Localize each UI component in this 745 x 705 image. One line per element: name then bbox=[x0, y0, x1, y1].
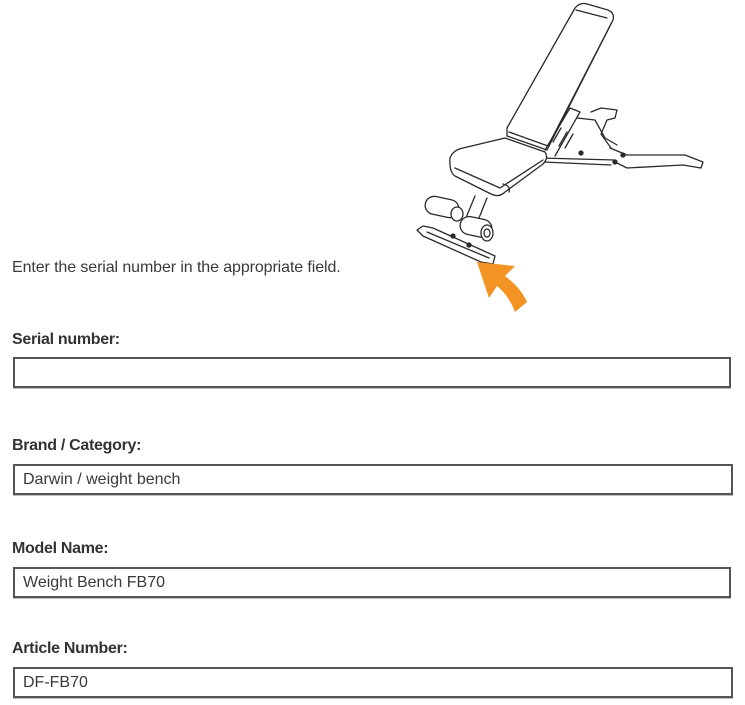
model-name-input[interactable] bbox=[15, 569, 729, 596]
brand-category-label: Brand / Category: bbox=[12, 437, 142, 454]
serial-number-field[interactable] bbox=[13, 357, 731, 388]
orange-arrow-icon bbox=[477, 262, 527, 312]
article-number-input[interactable] bbox=[15, 669, 731, 696]
article-number-field[interactable] bbox=[13, 667, 733, 698]
weight-bench-illustration bbox=[405, 0, 710, 315]
serial-number-label: Serial number: bbox=[12, 331, 120, 348]
model-name-label: Model Name: bbox=[12, 540, 109, 557]
serial-number-input[interactable] bbox=[15, 359, 729, 386]
article-number-label: Article Number: bbox=[12, 640, 128, 657]
brand-category-input[interactable] bbox=[15, 466, 731, 493]
brand-category-field[interactable] bbox=[13, 464, 733, 495]
model-name-field[interactable] bbox=[13, 567, 731, 598]
instruction-text: Enter the serial number in the appropriate field. bbox=[12, 259, 341, 276]
